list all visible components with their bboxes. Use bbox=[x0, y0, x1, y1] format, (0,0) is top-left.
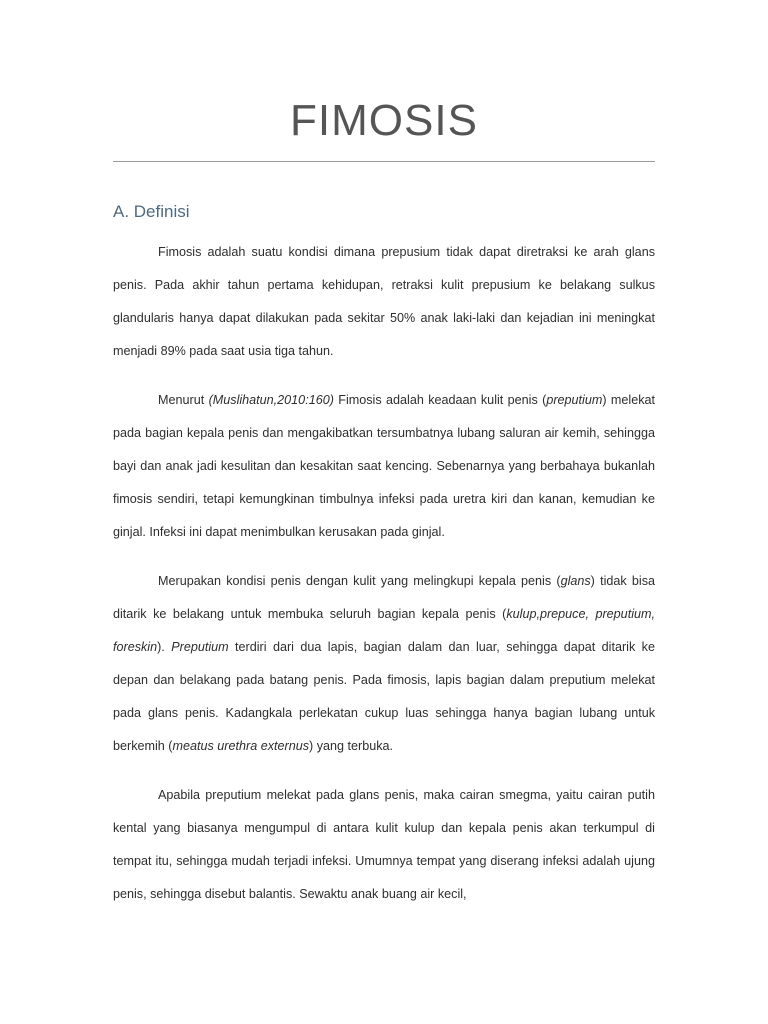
paragraph bbox=[113, 236, 655, 368]
title-divider bbox=[113, 161, 655, 162]
document-title: FIMOSIS bbox=[290, 96, 478, 145]
paragraph bbox=[113, 565, 655, 763]
italic-text-run: glans bbox=[560, 574, 591, 588]
italic-text-run: (Muslihatun,2010:160) bbox=[208, 393, 334, 407]
text-run: Merupakan kondisi penis dengan kulit yang melingkupi kepala penis ( bbox=[158, 574, 561, 588]
text-run: Apabila preputium melekat pada glans penis, maka cairan smegma, yaitu cairan putih kental yang biasanya mengumpul di antara kulit kulup dan kepala penis akan terkumpul di tempat itu, sehingga mudah terjadi infeksi. Umumnya tempat yang diserang infeksi adalah ujung penis, sehingga disebut balantis. Sewaktu anak buang air kecil, bbox=[113, 788, 655, 901]
italic-text-run: meatus urethra externus bbox=[172, 739, 310, 753]
paragraph bbox=[113, 779, 655, 911]
text-run: ) yang terbuka. bbox=[309, 739, 394, 753]
text-run: ) tidak bisa ditarik ke belakang untuk membuka seluruh bagian kepala penis ( bbox=[113, 574, 655, 621]
text-run: ) melekat pada bagian kepala penis dan mengakibatkan tersumbatnya lubang saluran air kemih, sehingga bayi dan anak jadi kesulitan dan kesakitan saat kencing. Sebenarnya yang berbahaya bukanlah fimosis sendiri, tetapi kemungkinan timbulnya infeksi pada uretra kiri dan kanan, kemudian ke ginjal. Infeksi ini dapat menimbulkan kerusakan pada ginjal. bbox=[113, 393, 656, 539]
body-text bbox=[113, 236, 655, 911]
section-heading-definisi: A. Definisi bbox=[113, 202, 190, 221]
paragraph bbox=[113, 384, 655, 549]
italic-text-run: kulup,prepuce, preputium, foreskin bbox=[113, 607, 655, 654]
italic-text-run: Preputium bbox=[171, 640, 229, 654]
text-run: Menurut bbox=[158, 393, 209, 407]
text-run: ). bbox=[157, 640, 172, 654]
italic-text-run: preputium bbox=[546, 393, 603, 407]
text-run: Fimosis adalah keadaan kulit penis ( bbox=[333, 393, 547, 407]
text-run: Fimosis adalah suatu kondisi dimana prepusium tidak dapat diretraksi ke arah glans penis. Pada akhir tahun pertama kehidupan, retraksi kulit prepusium ke belakang sulkus glandularis hanya dapat dilakukan pada sekitar 50% anak laki-laki dan kejadian ini meningkat menjadi 89% pada saat usia tiga tahun. bbox=[113, 245, 655, 358]
text-run: terdiri dari dua lapis, bagian dalam dan luar, sehingga dapat ditarik ke depan dan belakang pada batang penis. Pada fimosis, lapis bagian dalam preputium melekat pada glans penis. Kadangkala perlekatan cukup luas sehingga hanya bagian lubang untuk berkemih ( bbox=[113, 640, 655, 753]
